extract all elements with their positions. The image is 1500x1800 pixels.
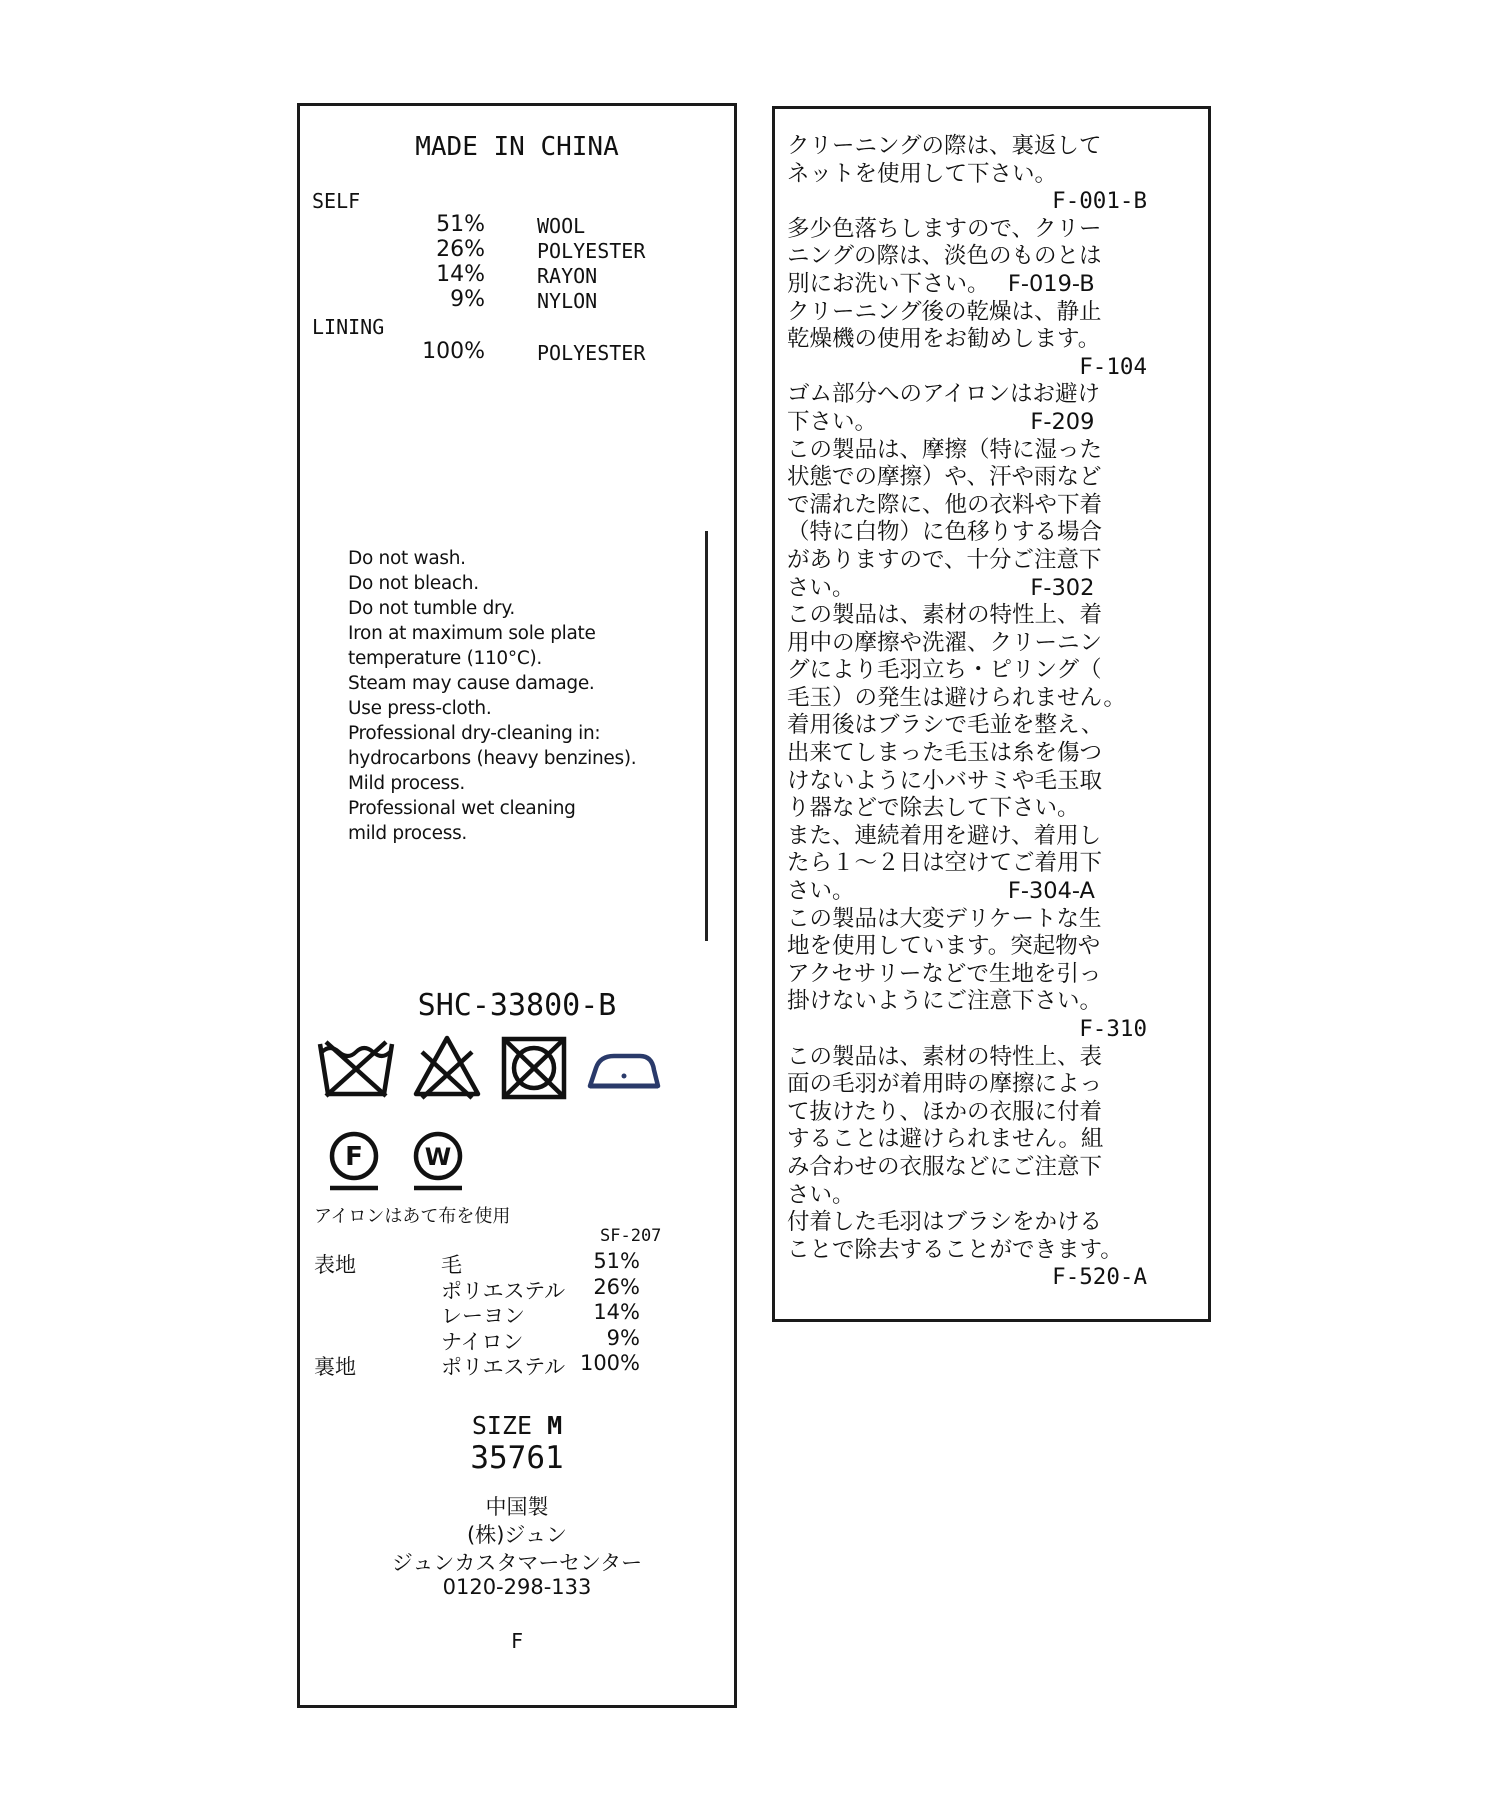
size-label: SIZE bbox=[471, 1411, 533, 1440]
jp-section: 裏地 bbox=[314, 1355, 356, 1379]
care-note-line: 別にお洗い下さい。 F-019-B bbox=[787, 270, 1095, 297]
care-line: Professional wet cleaning bbox=[348, 798, 576, 819]
dry-clean-f-icon bbox=[324, 1130, 384, 1192]
care-note-line: 乾燥機の使用をお勧めします。 bbox=[787, 326, 1101, 353]
care-line: Steam may cause damage. bbox=[348, 673, 595, 694]
care-note-line: また、連続着用を避け、着用し bbox=[787, 822, 1102, 849]
care-note-line: み合わせの衣服などにご注意下 bbox=[787, 1153, 1103, 1180]
care-note-line: けないように小バサミや毛玉取 bbox=[787, 767, 1103, 794]
care-note-line: ゴム部分へのアイロンはお避け bbox=[787, 381, 1100, 408]
care-note-line: がありますので、十分ご注意下 bbox=[787, 546, 1102, 573]
divider-line bbox=[705, 531, 708, 941]
lining-heading: LINING bbox=[312, 315, 385, 339]
reference-code: F-520-A bbox=[1052, 1264, 1147, 1291]
care-note-line: たら１～２日は空けてご着用下 bbox=[787, 850, 1103, 877]
care-note-line: 出来てしまった毛玉は糸を傷つ bbox=[787, 740, 1103, 767]
item-number: 35761 bbox=[470, 1440, 564, 1476]
care-note-line: 用中の摩擦や洗濯、クリーニン bbox=[787, 629, 1103, 656]
care-note-line: 状態での摩擦）や、汗や雨など bbox=[787, 464, 1102, 491]
care-line: Do not bleach. bbox=[348, 573, 479, 594]
care-note-line: さい。 F-304-A bbox=[787, 878, 1095, 905]
care-note-line: クリーニングの際は、裏返して bbox=[787, 133, 1102, 159]
footer-mark: F bbox=[510, 1629, 524, 1653]
care-instructions bbox=[348, 546, 636, 846]
dry-clean-letter: F bbox=[345, 1142, 363, 1172]
jp-pct: 26% bbox=[593, 1274, 640, 1299]
do-not-bleach-icon bbox=[412, 1034, 482, 1100]
do-not-tumble-dry-icon bbox=[500, 1036, 568, 1100]
care-note-line: グにより毛羽立ち・ピリング（ bbox=[787, 657, 1102, 684]
self-pct: 51% bbox=[436, 212, 485, 237]
size-line bbox=[300, 1411, 734, 1440]
care-note-line: て抜けたり、ほかの衣服に付着 bbox=[787, 1098, 1103, 1125]
care-note-line: この製品は大変デリケートな生 bbox=[787, 905, 1102, 932]
iron-low-icon bbox=[586, 1046, 662, 1092]
self-material: POLYESTER bbox=[537, 239, 646, 263]
care-note-line: この製品は、素材の特性上、表 bbox=[787, 1043, 1103, 1070]
jp-material: ポリエステル bbox=[441, 1278, 566, 1303]
care-note-line: ことで除去することができます。 bbox=[787, 1236, 1123, 1263]
care-line: hydrocarbons (heavy benzines). bbox=[348, 748, 637, 769]
care-note-line: 面の毛羽が着用時の摩擦によっ bbox=[787, 1071, 1103, 1098]
care-note-line: さい。 bbox=[787, 1181, 855, 1208]
care-line: temperature (110°C). bbox=[348, 648, 542, 669]
lining-pct: 100% bbox=[422, 339, 485, 364]
self-pct: 26% bbox=[436, 237, 485, 262]
wet-clean-letter: W bbox=[424, 1143, 452, 1171]
iron-code: SF-207 bbox=[600, 1226, 662, 1246]
jp-pct: 9% bbox=[606, 1325, 640, 1350]
care-label-right bbox=[772, 106, 1211, 1322]
care-note-line: （特に白物）に色移りする場合 bbox=[787, 519, 1103, 546]
reference-code: F-310 bbox=[1079, 1016, 1147, 1042]
care-note-line: クリーニング後の乾燥は、静止 bbox=[787, 298, 1102, 325]
care-note-line: 掛けないようにご注意下さい。 bbox=[787, 988, 1103, 1015]
care-note-line: することは避けられません。組 bbox=[787, 1126, 1104, 1153]
care-note-line: 多少色落ちしますので、クリー bbox=[787, 215, 1102, 242]
care-note-line: で濡れた際に、他の衣料や下着 bbox=[787, 491, 1103, 518]
self-material: WOOL bbox=[537, 214, 586, 238]
phone-number: 0120-298-133 bbox=[442, 1575, 592, 1599]
product-code: SHC-33800-B bbox=[417, 988, 617, 1023]
care-note-line: さい。 F-302 bbox=[787, 574, 1095, 601]
care-line: Use press-cloth. bbox=[348, 698, 492, 719]
origin-jp: 中国製 bbox=[485, 1495, 549, 1519]
made-in-country: MADE IN CHINA bbox=[415, 132, 619, 162]
care-line: Do not wash. bbox=[348, 548, 466, 569]
self-material: NYLON bbox=[537, 289, 598, 313]
self-heading: SELF bbox=[312, 189, 361, 213]
care-note-line: 付着した毛羽はブラシをかける bbox=[787, 1209, 1103, 1236]
care-note-line: この製品は、摩擦（特に湿った bbox=[787, 436, 1103, 463]
care-note-line: ニングの際は、淡色のものとは bbox=[787, 243, 1102, 270]
jp-pct: 51% bbox=[593, 1249, 640, 1273]
care-note-line: ネットを使用して下さい。 bbox=[787, 160, 1058, 187]
care-label-left bbox=[297, 103, 737, 1708]
lining-material: POLYESTER bbox=[537, 341, 646, 365]
jp-pct: 14% bbox=[593, 1300, 640, 1324]
iron-note: アイロンはあて布を使用 bbox=[314, 1206, 511, 1227]
reference-code: F-001-B bbox=[1052, 188, 1147, 215]
care-line: Professional dry-cleaning in: bbox=[348, 723, 601, 744]
customer-center: ジュンカスタマーセンター bbox=[391, 1551, 643, 1575]
jp-section: 表地 bbox=[314, 1253, 356, 1277]
care-line: Do not tumble dry. bbox=[348, 598, 515, 619]
self-pct: 14% bbox=[436, 262, 485, 287]
care-line: mild process. bbox=[348, 823, 467, 844]
wet-clean-w-icon bbox=[408, 1130, 468, 1192]
care-line: Mild process. bbox=[348, 773, 465, 794]
jp-material: ポリエステル bbox=[441, 1355, 566, 1379]
care-note-line: 下さい。 F-209 bbox=[787, 408, 1095, 435]
do-not-wash-icon bbox=[316, 1036, 396, 1100]
jp-material: 毛 bbox=[441, 1253, 462, 1277]
size-value: M bbox=[547, 1411, 563, 1440]
company-name: (株)ジュン bbox=[467, 1523, 567, 1547]
care-note-line: アクセサリーなどで生地を引っ bbox=[787, 960, 1102, 987]
care-note-line: 着用後はブラシで毛並を整え、 bbox=[787, 712, 1104, 739]
care-note-line: 毛玉）の発生は避けられません。 bbox=[787, 684, 1126, 711]
reference-code: F-104 bbox=[1079, 353, 1147, 380]
jp-material: レーヨン bbox=[441, 1304, 525, 1328]
care-line: Iron at maximum sole plate bbox=[348, 623, 596, 644]
jp-pct: 100% bbox=[579, 1351, 640, 1375]
self-material: RAYON bbox=[537, 264, 598, 288]
care-note-line: 地を使用しています。突起物や bbox=[787, 933, 1101, 960]
care-note-line: この製品は、素材の特性上、着 bbox=[787, 602, 1103, 629]
care-notes bbox=[787, 133, 1147, 1292]
self-pct: 9% bbox=[450, 287, 485, 312]
care-note-line: り器などで除去して下さい。 bbox=[787, 795, 1080, 822]
jp-material: ナイロン bbox=[441, 1329, 524, 1354]
